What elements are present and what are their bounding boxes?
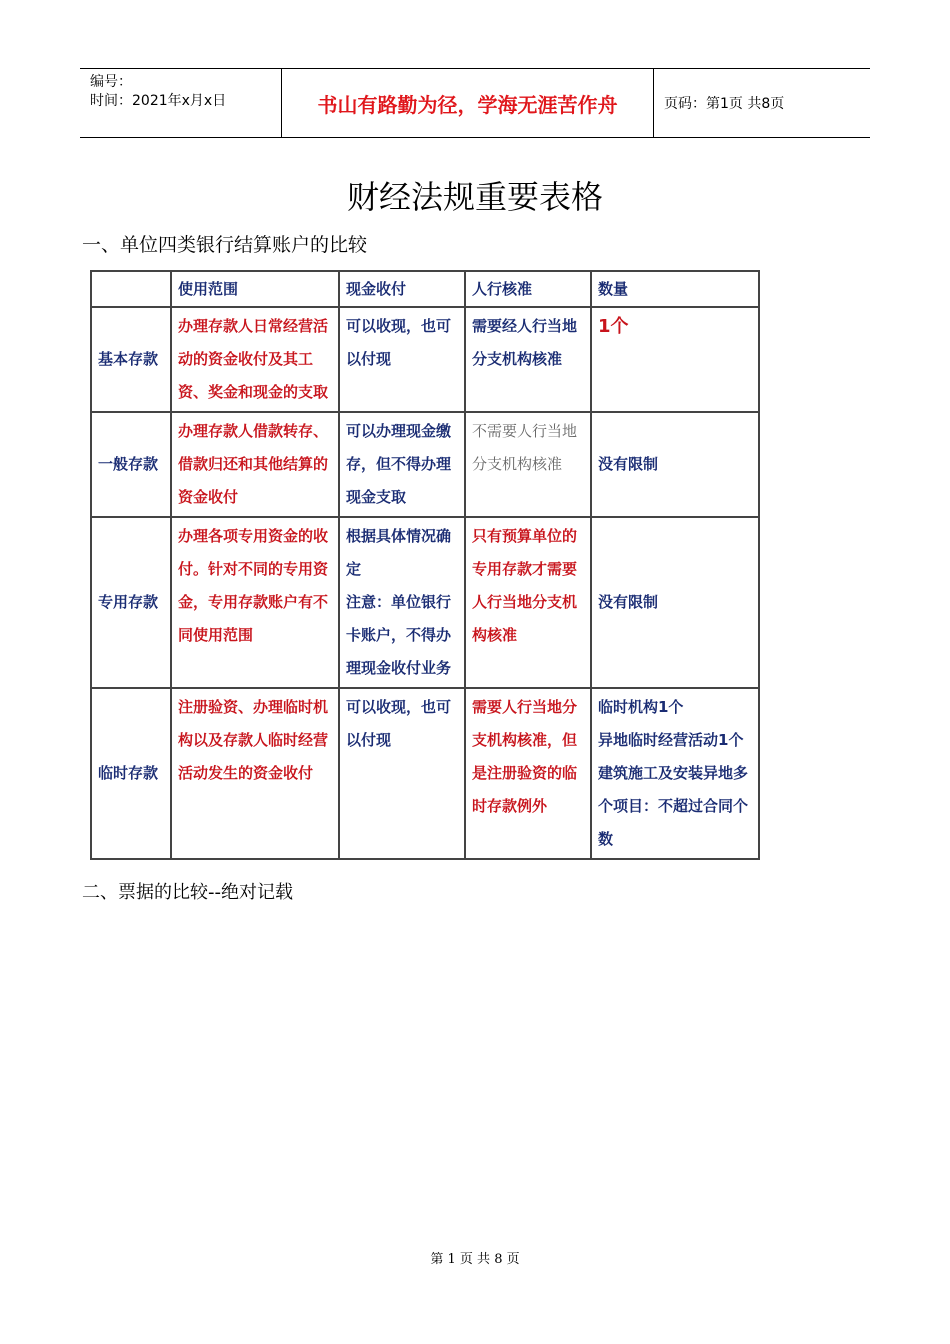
table-header-cell [91,271,171,307]
row-account-name: 专用存款 [91,517,171,688]
table-row [91,412,759,517]
row-count-line: 异地临时经营活动1个 [598,731,744,749]
table-header-cell: 使用范围 [171,271,339,307]
row-account-name: 基本存款 [91,307,171,412]
document-number-label: 编号： [90,74,132,90]
row-cash: 可以收现，也可以付现 [339,688,465,859]
table-header-row [91,271,759,307]
row-count-line: 临时机构1个 [598,698,684,716]
table-header-cell: 现金收付 [339,271,465,307]
row-count: 没有限制 [591,412,759,517]
document-time-label: 时间：2021年x月x日 [90,93,227,109]
table-row [91,688,759,859]
row-approval: 需要经人行当地分支机构核准 [465,307,591,412]
page-header [80,68,870,138]
header-meta [80,69,282,137]
header-motto: 书山有路勤为径，学海无涯苦作舟 [282,69,654,137]
row-approval: 只有预算单位的专用存款才需要人行当地分支机构核准 [465,517,591,688]
section-heading-2: 二、票据的比较--绝对记载 [82,882,293,903]
table-header-cell: 数量 [591,271,759,307]
row-count: 1个 [591,307,759,412]
row-cash-main: 根据具体情况确定 [346,527,452,578]
row-account-name: 临时存款 [91,688,171,859]
page-footer: 第 1 页 共 8 页 [430,1252,520,1267]
row-cash: 可以办理现金缴存，但不得办理现金支取 [339,412,465,517]
row-count-line: 建筑施工及安装异地多个项目：不超过合同个数 [598,764,749,848]
row-cash-note: 注意：单位银行卡账户，不得办理现金收付业务 [346,593,452,677]
row-scope: 办理存款人日常经营活动的资金收付及其工资、奖金和现金的支取 [171,307,339,412]
account-comparison-table [90,270,760,860]
row-count [591,688,759,859]
section-heading-1: 一、单位四类银行结算账户的比较 [82,234,368,256]
table-row [91,307,759,412]
row-cash: 可以收现，也可以付现 [339,307,465,412]
row-scope: 办理存款人借款转存、借款归还和其他结算的资金收付 [171,412,339,517]
table-row [91,517,759,688]
row-approval: 不需要人行当地分支机构核准 [465,412,591,517]
row-approval: 需要人行当地分支机构核准，但是注册验资的临时存款例外 [465,688,591,859]
row-scope: 注册验资、办理临时机构以及存款人临时经营活动发生的资金收付 [171,688,339,859]
row-count: 没有限制 [591,517,759,688]
page-title: 财经法规重要表格 [346,178,603,216]
row-scope: 办理各项专用资金的收付。针对不同的专用资金，专用存款账户有不同使用范围 [171,517,339,688]
row-cash [339,517,465,688]
row-account-name: 一般存款 [91,412,171,517]
header-page-info: 页码：第1页 共8页 [664,96,785,112]
table-header-cell: 人行核准 [465,271,591,307]
